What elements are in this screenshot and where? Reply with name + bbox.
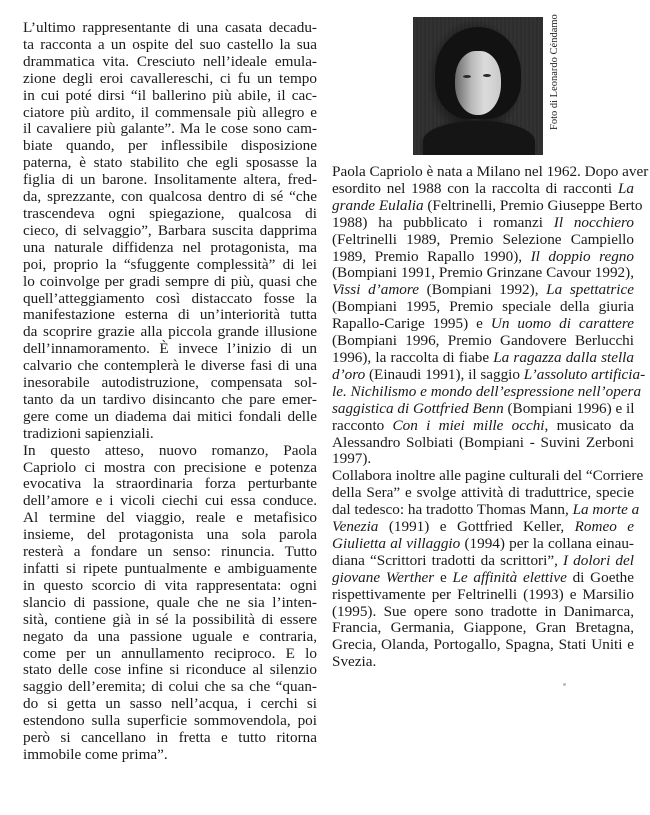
text-run: 1988) ha pubblicato i romanzi — [332, 213, 554, 231]
text-line: da, sprezzante, con qualcosa dentro di sé “che — [23, 188, 317, 206]
text-line — [332, 316, 634, 333]
text-run: , musicato da — [544, 416, 634, 434]
text-run: Collabora inoltre alle pagine culturali del “Corriere — [332, 467, 644, 485]
text-line — [332, 501, 640, 519]
biography-paragraph-1 — [332, 163, 649, 468]
text-run: (1991) e Gottfried Keller, — [378, 518, 575, 536]
text-line: infatti si ripete puntualmente e ambiguamente — [23, 560, 317, 577]
text-line — [332, 587, 634, 604]
photo-face — [455, 51, 501, 115]
text-run: (Feltrinelli 1989, Premio Selezione Campiello — [332, 230, 634, 248]
text-line: manifestazione esterna di un’interiorità tutta — [23, 306, 317, 324]
text-line: tradizioni sapienziali. — [23, 424, 154, 442]
biography-column — [332, 163, 649, 671]
text-line — [332, 451, 634, 468]
title-italic: Le affinità elettive — [452, 568, 567, 586]
title-italic: La — [617, 179, 634, 197]
title-italic: le. Nichilismo e mondo dell’espressione nell’opera — [332, 382, 642, 400]
author-photo — [413, 17, 543, 155]
synopsis-paragraph-2 — [23, 443, 317, 764]
text-line: estendono sulla superficie sommovendola, poi — [23, 712, 317, 730]
text-line: evocativa la straordinaria forza perturbante — [23, 475, 317, 493]
title-italic: La spettatrice — [546, 281, 634, 299]
text-line — [332, 350, 634, 367]
title-italic: Il nocchiero — [553, 213, 634, 231]
text-run: (1995). Sue opere sono tradotte in Danimarca, — [332, 602, 634, 620]
title-italic: giovane Werther — [332, 568, 435, 586]
text-run: e — [434, 568, 453, 586]
text-run: 1997). — [332, 450, 372, 468]
title-italic: Con i miei mille occhi — [392, 416, 545, 434]
text-run: rispettivamente per Feltrinelli (1993) e Marsilio — [332, 585, 634, 603]
text-run: dal tedesco: ha tradotto Thomas Mann, — [332, 501, 573, 519]
text-line — [332, 553, 634, 570]
text-line: Capriolo ci mostra con precisione e potenza — [23, 458, 317, 476]
text-line: do si getta un sasso nell’acqua, i cerchi si — [23, 695, 317, 713]
text-line: come per un annullamento reciproco. E lo — [23, 644, 317, 662]
text-run: (Bompiani 1996, Premio Gandovere Berlucchi — [332, 332, 634, 350]
text-line: il cavaliere più galante”. Ma le cose sono cam- — [23, 120, 317, 138]
text-line — [332, 333, 634, 350]
text-line: dell’amore e i vicoli ciechi cui essa conduce. — [23, 492, 317, 510]
text-line: lo coinvolge per gradi sempre di più, quasi che — [23, 272, 317, 290]
text-line: però si cancellano in fretta e tutto ritorna — [23, 729, 317, 747]
text-line — [332, 536, 634, 553]
text-line — [332, 215, 634, 232]
photo-credit: Foto di Leonardo Céndamo — [549, 14, 560, 130]
text-run: racconto — [332, 416, 393, 434]
text-line — [332, 418, 634, 435]
title-italic: d’oro — [332, 365, 366, 383]
text-line: resterà a fondare un senso: rinuncia. Tutto — [23, 543, 317, 561]
photo-shoulders — [423, 121, 535, 155]
text-run: (Bompiani 1991, Premio Grinzane Cavour 1992), — [332, 264, 634, 282]
text-line: poi, proprio la “sfuggente complessità” di lei — [23, 255, 317, 273]
text-run: Alessandro Solbiati (Bompiani - Suvini Zerboni — [332, 433, 634, 451]
text-line — [332, 401, 634, 418]
text-line — [332, 519, 634, 536]
title-italic: grande Eulalia — [332, 196, 424, 214]
text-line — [332, 282, 634, 299]
text-line — [332, 620, 634, 637]
text-line: sità, contiene già in sé la possibilità di essere — [23, 610, 317, 628]
photo-eye-right — [483, 74, 491, 77]
text-run: (Bompiani 1996) e il — [503, 399, 635, 417]
text-run: diana “Scrittori tradotti da scrittori”, — [332, 551, 563, 569]
text-line — [332, 249, 634, 266]
text-line — [332, 654, 634, 671]
text-run: Paola Capriolo è nata a Milano nel 1962. Dopo aver — [332, 163, 649, 180]
text-line — [332, 435, 634, 452]
text-run: (Bompiani 1992), — [418, 281, 547, 299]
text-line: quell’atteggiamento così distaccato fosse la — [23, 289, 317, 307]
text-line: ciatore più ardito, il commensale più allegro e — [23, 103, 317, 121]
synopsis-paragraph-1 — [23, 20, 317, 443]
text-line: stato delle cose infine si riconduce al silenzio — [23, 661, 317, 679]
text-run: Grecia, Olanda, Portogallo, Spagna, Stati Uniti e — [332, 636, 634, 654]
text-line: saggio dell’eremita; di colui che sa che “quan- — [23, 678, 317, 696]
text-line: calvario che contemplerà le diverse fasi di una — [23, 357, 317, 375]
text-line — [332, 382, 642, 401]
text-line: immobile come prima”. — [23, 745, 168, 763]
text-run: (Einaudi 1991), il saggio — [365, 365, 524, 383]
text-line — [332, 181, 634, 198]
text-run: della Sera” e svolge attività di traduttrice, specie — [332, 484, 634, 502]
text-line — [332, 196, 643, 215]
title-italic: L’assoluto artificia- — [523, 365, 646, 383]
text-run: 1996), la raccolta di fiabe — [332, 348, 494, 366]
text-line: in questo scorcio di vita rappresentata: ogni — [23, 576, 317, 594]
text-run: di Goethe — [566, 568, 635, 586]
text-line: drammatica vita. Cresciuto nell’ideale emula- — [23, 52, 317, 70]
text-line — [332, 365, 646, 384]
text-line: cieco, di selvaggio”, Barbara suscita dapprima — [23, 221, 317, 239]
title-italic: saggistica di Gottfried Benn — [332, 399, 504, 417]
text-run: (1994) per la collana einau- — [460, 534, 634, 552]
title-italic: I dolori del — [563, 551, 634, 569]
text-line: figlia di un barone. Insolitamente altera, fred- — [23, 171, 317, 189]
text-line: slancio di passione, quale che ne sia l’inten- — [23, 593, 317, 611]
text-line: insieme, del protagonista una sola parola — [23, 526, 317, 544]
text-line: in cui poté dirsi “il ballerino più abile, il cac- — [23, 86, 317, 104]
title-italic: La ragazza dalla stella — [493, 348, 634, 366]
synopsis-column — [23, 20, 317, 764]
title-italic: Venezia — [332, 518, 379, 536]
text-line: tanto da un tardivo disincanto che pare emer- — [23, 390, 317, 408]
text-run: 1989, Premio Rapallo 1990), — [332, 247, 531, 265]
text-run: (Feltrinelli, Premio Giuseppe Berto — [423, 196, 643, 214]
text-run: Francia, Germania, Giappone, Gran Bretagna, — [332, 619, 634, 637]
text-line — [332, 467, 644, 485]
text-line: dell’innamoramento. È invece l’inizio di un — [23, 340, 317, 358]
text-line: negato da una passione uguale e contraria, — [23, 627, 317, 645]
title-italic: Giulietta al villaggio — [332, 534, 461, 552]
title-italic: La morte a — [572, 501, 640, 519]
title-italic: Vissi d’amore — [332, 281, 419, 299]
text-line: ta racconta a un ospite del suo castello la sua — [23, 35, 317, 53]
title-italic: Il doppio regno — [530, 247, 634, 265]
text-line — [332, 570, 634, 587]
text-run: Svezia. — [332, 653, 377, 671]
scan-speck — [563, 683, 566, 686]
text-line: zione degli eroi cavallereschi, ci fu un tempo — [23, 69, 317, 87]
text-line: biate quando, per inflessibile disposizione — [23, 137, 317, 155]
text-line: trascendeva ogni spiegazione, qualcosa di — [23, 204, 317, 222]
text-line — [332, 637, 634, 654]
text-line: paterna, è stato stabilito che egli sposasse la — [23, 154, 317, 172]
text-line: Al termine del viaggio, reale e metafisico — [23, 509, 317, 527]
text-line: inesorabile autodistruzione, compensata sol- — [23, 374, 317, 392]
title-italic: Romeo e — [574, 518, 634, 536]
text-line: In questo atteso, nuovo romanzo, Paola — [23, 441, 317, 459]
text-run: esordito nel 1988 con la raccolta di racconti — [332, 179, 618, 197]
text-line: una naturale diffidenza nel protagonista, ma — [23, 238, 317, 256]
text-run: (Bompiani 1995, Premio speciale della giuria — [332, 298, 634, 316]
text-run: Rapallo-Carige 1995) e — [332, 315, 491, 333]
text-line — [332, 299, 634, 316]
title-italic: Un uomo di carattere — [490, 315, 634, 333]
photo-eye-left — [463, 75, 471, 78]
text-line: da scoprire grazie alla piccola grande illusione — [23, 323, 317, 341]
text-line — [332, 232, 634, 249]
text-line — [332, 485, 634, 502]
text-line — [332, 163, 649, 181]
text-line: gere come un diadema dai mitici fondali delle — [23, 407, 317, 425]
text-line: L’ultimo rappresentante di una casata decadu- — [23, 19, 317, 36]
text-line — [332, 604, 634, 621]
text-line — [332, 265, 634, 282]
biography-paragraph-2 — [332, 467, 644, 671]
